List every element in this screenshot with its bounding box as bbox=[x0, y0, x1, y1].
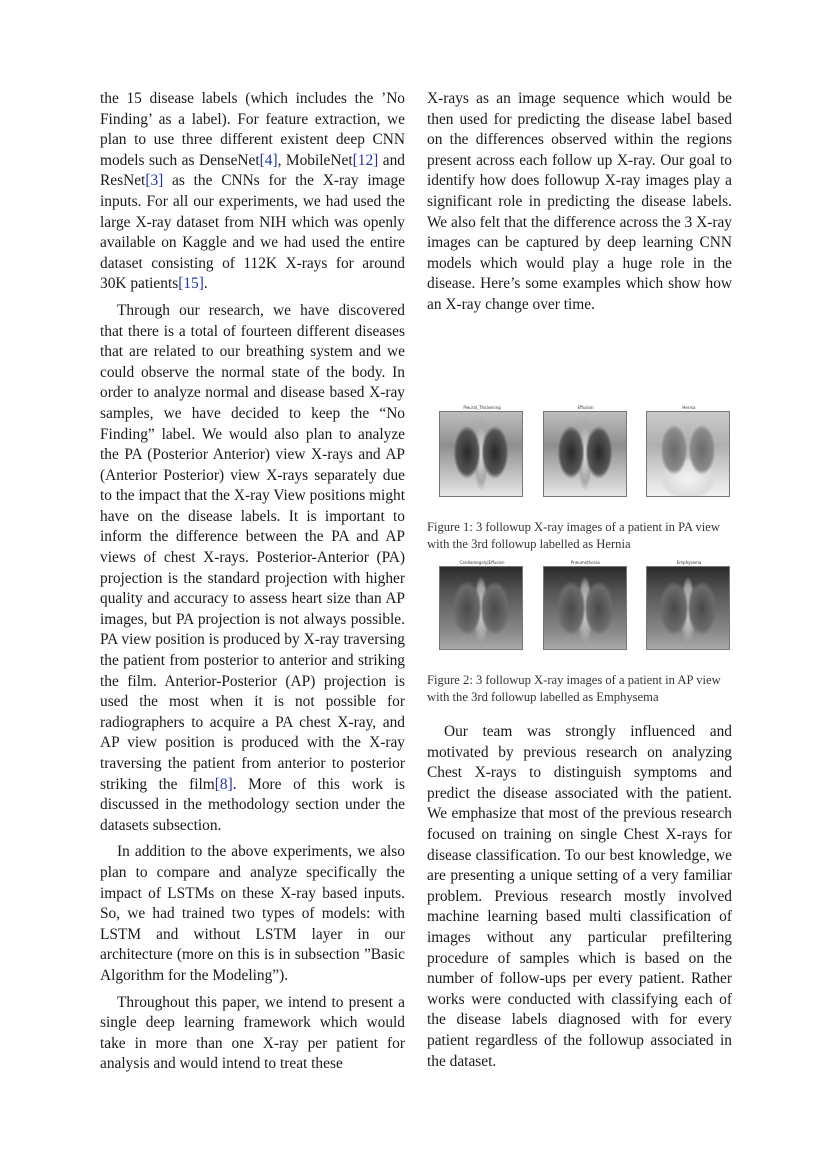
xray-image bbox=[543, 566, 627, 650]
figure-caption: Figure 1: 3 followup X-ray images of a patient in PA view with the 3rd followup labelled as Hernia bbox=[427, 520, 720, 551]
xray-panel bbox=[634, 560, 732, 658]
paragraph: Our team was strongly influenced and motivated by previous research on analyzing Chest X-rays to distinguish symptoms and predict the disease associated with the patient. We emphasize that most of the previous research focused on training on single Chest X-rays for disease classification. To our best knowledge, we are presenting a unique setting of a very familiar problem. Previous research mostly involved machine learning based multi classification of images without any particular prefiltering procedure of samples which is based on the number of follow-ups per every patient. Rather works were conducted with classifying each of the disease labels diagnosed with for every patient regardless of the followup associated in the dataset. bbox=[427, 723, 732, 1070]
citation-link[interactable]: [15] bbox=[178, 275, 204, 293]
citation-link[interactable]: [8] bbox=[214, 775, 233, 793]
citation-link[interactable]: [12] bbox=[352, 151, 379, 169]
citation-link[interactable]: [4] bbox=[259, 151, 278, 169]
figure-2 bbox=[427, 560, 732, 706]
xray-panel bbox=[427, 560, 525, 658]
xray-panel bbox=[634, 405, 732, 505]
xray-image bbox=[646, 566, 730, 650]
paragraph: the 15 disease labels (which includes the ’No Finding’ as a label). For feature extraction, we plan to use three different existent deep CNN models such as DenseNet[4], MobileNet[12] and ResNet[3] as the CNNs for the X-ray image inputs. For all our experiments, we had used the large X-ray dataset from NIH which was openly available on Kaggle and we had used the entire dataset consisting of 112K X-rays for around 30K patients[15]. bbox=[100, 90, 405, 293]
right-column-continued bbox=[427, 722, 732, 1078]
paragraph: Through our research, we have discovered that there is a total of fourteen different diseases that are related to our breathing system and we could observe the normal state of the body. In order to analyze normal and disease based X-ray samples, we have decided to keep the “No Finding” label. We would also plan to analyze the PA (Posterior Anterior) view X-rays and AP (Anterior Posterior) view X-rays separately due to the impact that the X-ray View positions might have on the disease labels. It is important to inform the difference between the PA and AP views of chest X-rays. Posterior-Anterior (PA) projection is the standard projection with higher quality and accuracy to assess heart size than AP images, but PA projection is not always possible. PA view position is produced by X-ray traversing the patient from posterior to anterior and striking the film. Anterior-Posterior (AP) projection is used the most when it is not possible for radiographers to acquire a PA chest X-ray, and AP view position is produced with the X-ray traversing the patient from anterior to posterior striking the film[8]. More of this work is discussed in the methodology section under the datasets subsection. bbox=[100, 301, 405, 834]
panel-title: Emphysema bbox=[676, 560, 702, 565]
right-column bbox=[427, 89, 732, 322]
paragraph: In addition to the above experiments, we also plan to compare and analyze specifically the impact of LSTMs on these X-ray based inputs. So, we had trained two types of models: with LSTM and without LSTM layer in our architecture (more on this is in subsection ”Basic Algorithm for the Modeling”). bbox=[100, 843, 405, 984]
xray-image bbox=[543, 411, 627, 497]
panel-title: Cardiomegaly|Effusion bbox=[459, 560, 505, 565]
xray-image bbox=[646, 411, 730, 497]
xray-panel bbox=[531, 560, 629, 658]
paragraph: Throughout this paper, we intend to present a single deep learning framework which would take in more than one X-ray per patient for analysis and would intend to treat these bbox=[100, 993, 405, 1073]
panel-title: Pneumothorax bbox=[570, 560, 601, 565]
panel-title: Pleural_Thickening bbox=[463, 405, 501, 410]
xray-image bbox=[439, 411, 523, 497]
panel-title: Hernia bbox=[682, 405, 696, 410]
citation-link[interactable]: [3] bbox=[145, 172, 164, 190]
figure-1 bbox=[427, 405, 732, 553]
figure-caption: Figure 2: 3 followup X-ray images of a patient in AP view with the 3rd followup labelled as Emphysema bbox=[427, 673, 721, 704]
xray-panel bbox=[427, 405, 525, 505]
left-column bbox=[100, 89, 405, 1081]
panel-title: Effusion bbox=[577, 405, 594, 410]
paragraph: X-rays as an image sequence which would be then used for predicting the disease label based on the differences observed within the regions present across each follow up X-ray. Our goal to identify how does followup X-ray images play a significant role in predicting the disease labels. We also felt that the difference across the 3 X-ray images can be captured by deep learning CNN models which would play a huge role in the disease. Here’s some examples which show how an X-ray change over time. bbox=[427, 90, 732, 313]
xray-panel bbox=[531, 405, 629, 505]
xray-image bbox=[439, 566, 523, 650]
